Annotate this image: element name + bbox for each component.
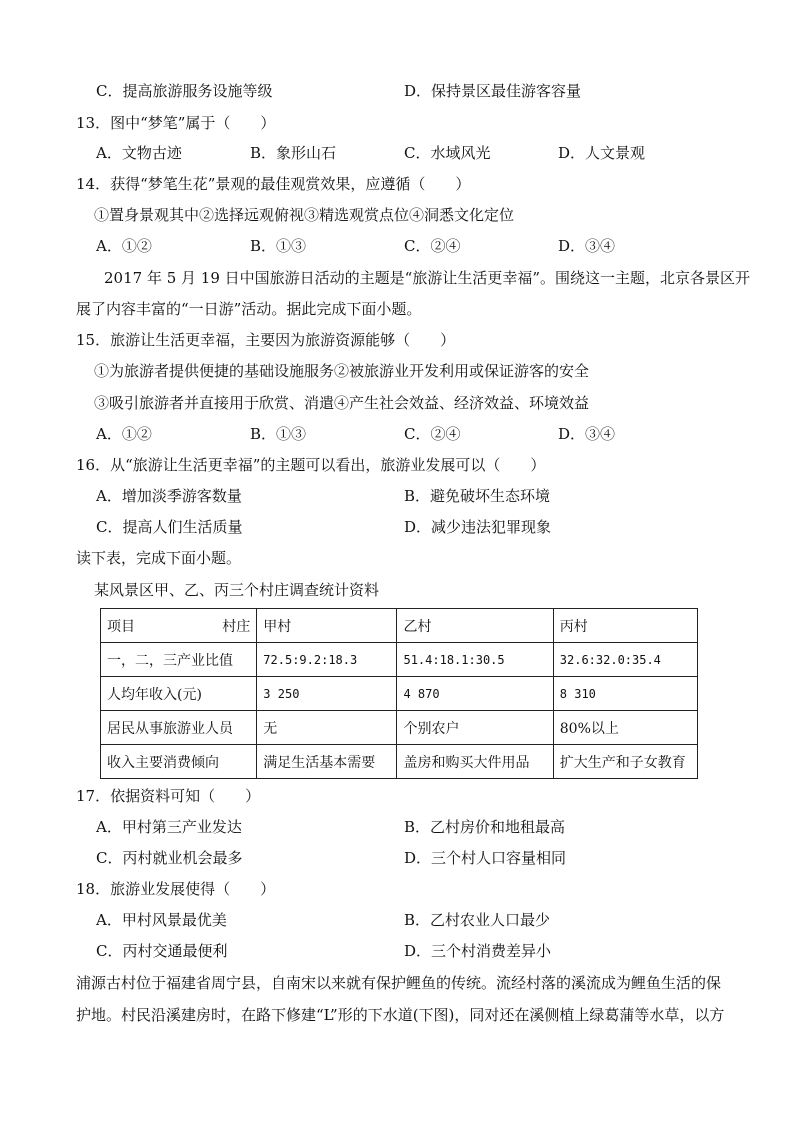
header-item-label: 项目	[107, 618, 135, 635]
q16-option-b: B．避免破坏生态环境	[404, 487, 551, 505]
table-row	[101, 711, 698, 745]
table-cell: 个别农户	[397, 711, 553, 745]
q15-stem: 15．旅游让生活更幸福，主要因为旅游资源能够（ ）	[76, 331, 456, 349]
q13-option-a: A．文物古迹	[96, 144, 182, 162]
q18-option-a: A．甲村风景最优美	[96, 911, 227, 929]
table-cell: 扩大生产和子女教育	[553, 745, 697, 779]
q16-stem: 16．从“旅游让生活更幸福”的主题可以看出，旅游业发展可以（ ）	[76, 456, 546, 474]
table-cell: 4 870	[397, 677, 553, 711]
q18-stem: 18．旅游业发展使得（ ）	[76, 880, 276, 898]
q12-option-d: D．保持景区最佳游客容量	[404, 82, 582, 100]
q15-option-c: C．②④	[404, 425, 461, 443]
intro-puyuan-line2: 护地。村民沿溪建房时，在路下修建“L”形的下水道(下图)，同对还在溪侧植上绿葛蒲等水草，以方	[76, 1006, 725, 1024]
village-survey-table	[100, 608, 698, 779]
table-row	[101, 745, 698, 779]
q16-option-c: C．提高人们生活质量	[96, 518, 243, 536]
table-cell: 72.5:9.2:18.3	[257, 643, 397, 677]
intro-puyuan-line1: 浦源古村位于福建省周宁县，自南宋以来就有保护鲤鱼的传统。流经村落的溪流成为鲤鱼生活的保	[76, 974, 722, 992]
row-label: 居民从事旅游业人员	[101, 711, 257, 745]
header-village-label: 村庄	[222, 618, 251, 635]
row-label: 收入主要消费倾向	[101, 745, 257, 779]
q13-option-b: B．象形山石	[250, 144, 337, 162]
table-row	[101, 677, 698, 711]
q14-stem: 14．获得“梦笔生花”景观的最佳观赏效果，应遵循（ ）	[76, 175, 471, 193]
q14-option-a: A．①②	[96, 237, 152, 255]
read-table-instruction: 读下表，完成下面小题。	[76, 549, 242, 567]
intro-2017-line1: 2017 年 5 月 19 日中国旅游日活动的主题是“旅游让生活更幸福”。围绕这一主题，北京各景区开	[104, 269, 750, 287]
q18-option-b: B．乙村农业人口最少	[404, 911, 551, 929]
table-cell: 3 250	[257, 677, 397, 711]
q18-option-d: D．三个村消费差异小	[404, 942, 552, 960]
q16-option-d: D．减少违法犯罪现象	[404, 518, 552, 536]
column-header: 丙村	[553, 609, 697, 643]
table-row	[101, 643, 698, 677]
table-cell: 8 310	[553, 677, 697, 711]
q17-stem: 17．依据资料可知（ ）	[76, 787, 261, 805]
q16-option-a: A．增加淡季游客数量	[96, 487, 242, 505]
q18-option-c: C．丙村交通最便利	[96, 942, 228, 960]
q14-option-d: D．③④	[558, 237, 616, 255]
table-cell: 51.4:18.1:30.5	[397, 643, 553, 677]
q15-option-a: A．①②	[96, 425, 152, 443]
q17-option-c: C．丙村就业机会最多	[96, 849, 243, 867]
q13-option-c: C．水域风光	[404, 144, 491, 162]
q15-items-line1: ①为旅游者提供便捷的基础设施服务②被旅游业开发利用或保证游客的安全	[94, 362, 590, 380]
table-header-cell	[101, 609, 257, 643]
q17-option-a: A．甲村第三产业发达	[96, 818, 242, 836]
column-header: 甲村	[257, 609, 397, 643]
q12-option-c: C．提高旅游服务设施等级	[96, 82, 273, 100]
table-header-row	[101, 609, 698, 643]
table-cell: 满足生活基本需要	[257, 745, 397, 779]
table-cell: 盖房和购买大件用品	[397, 745, 553, 779]
q13-option-d: D．人文景观	[558, 144, 646, 162]
q15-items-line2: ③吸引旅游者并直接用于欣赏、消遣④产生社会效益、经济效益、环境效益	[94, 394, 590, 412]
q13-stem: 13．图中“梦笔”属于（ ）	[76, 114, 276, 132]
table-caption: 某风景区甲、乙、丙三个村庄调查统计资料	[94, 581, 380, 599]
q14-items: ①置身景观其中②选择远观俯视③精选观赏点位④洞悉文化定位	[94, 206, 515, 224]
q17-option-d: D．三个村人口容量相同	[404, 849, 567, 867]
q14-option-b: B．①③	[250, 237, 307, 255]
intro-2017-line2: 展了内容丰富的“一日游”活动。据此完成下面小题。	[76, 300, 422, 318]
row-label: 人均年收入(元)	[101, 677, 257, 711]
table-cell: 80%以上	[553, 711, 697, 745]
q15-option-b: B．①③	[250, 425, 307, 443]
table-cell: 无	[257, 711, 397, 745]
q15-option-d: D．③④	[558, 425, 616, 443]
q17-option-b: B．乙村房价和地租最高	[404, 818, 566, 836]
table-cell: 32.6:32.0:35.4	[553, 643, 697, 677]
q14-option-c: C．②④	[404, 237, 461, 255]
row-label: 一，二，三产业比值	[101, 643, 257, 677]
column-header: 乙村	[397, 609, 553, 643]
